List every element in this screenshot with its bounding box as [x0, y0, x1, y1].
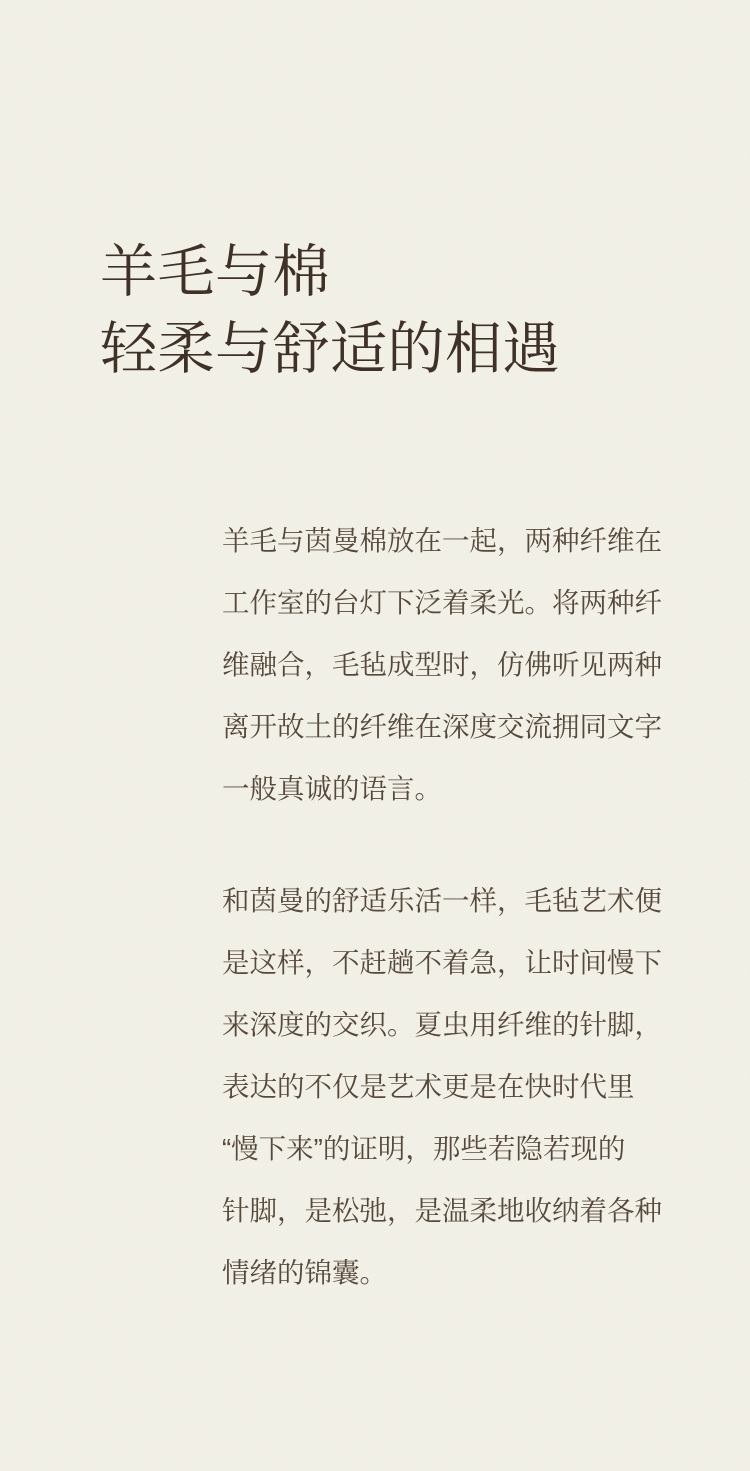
paragraph-2-line: 和茵曼的舒适乐活一样，毛毡艺术便: [222, 885, 662, 916]
paragraph-2-line: “慢下来”的证明，那些若隐若现的: [222, 1133, 626, 1164]
paragraph-2-line: 情绪的锦囊。: [222, 1257, 387, 1288]
paragraph-2-line: 表达的不仅是艺术更是在快时代里: [222, 1071, 635, 1102]
paragraph-1-line: 工作室的台灯下泛着柔光。将两种纤: [222, 587, 662, 618]
paragraph-2-line: 针脚，是松弛，是温柔地收纳着各种: [222, 1195, 662, 1226]
paragraph-2: [222, 870, 682, 1304]
paragraph-1-line: 一般真诚的语言。: [222, 773, 442, 804]
page-title: [100, 234, 560, 388]
title-line-2: 轻柔与舒适的相遇: [100, 318, 560, 381]
paragraph-2-line: 来深度的交织。夏虫用纤维的针脚，: [222, 1009, 662, 1040]
paragraph-1-line: 离开故土的纤维在深度交流拥同文字: [222, 711, 662, 742]
paragraph-1: [222, 510, 682, 820]
paragraph-1-line: 维融合，毛毡成型时，仿佛听见两种: [222, 649, 662, 680]
paragraph-2-line: 是这样，不赶趟不着急，让时间慢下: [222, 947, 662, 978]
title-line-1: 羊毛与棉: [100, 241, 330, 304]
paragraph-1-line: 羊毛与茵曼棉放在一起，两种纤维在: [222, 525, 662, 556]
body-text: [222, 510, 682, 1304]
